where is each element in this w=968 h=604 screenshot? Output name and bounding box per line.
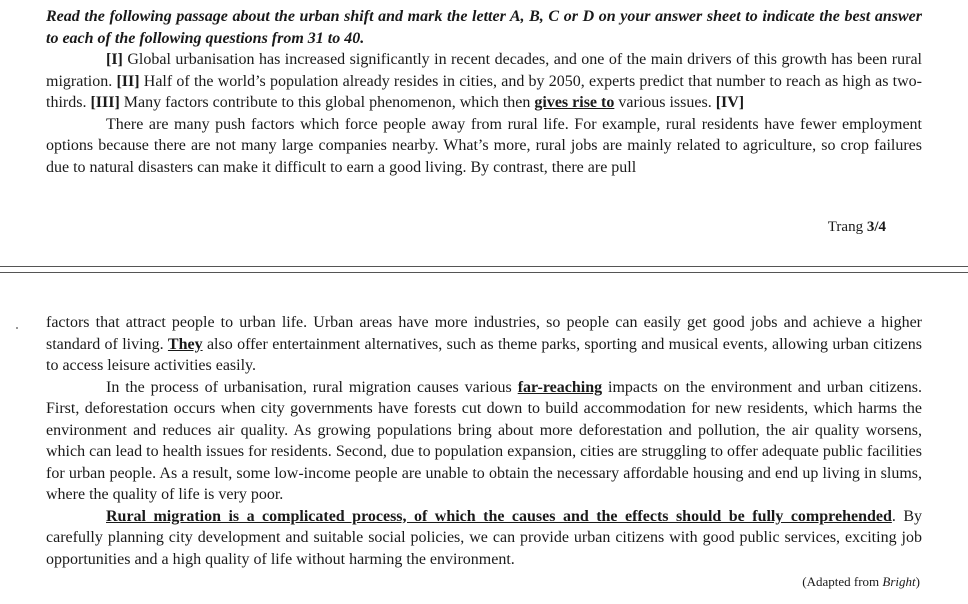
para4-text-1: . By carefully planning city development and suitable social policies, we can provide urban citizens with good public services, exciting job opportunities and a high quality of life without harming the environment. xyxy=(46,507,923,568)
para1-text-3: Many factors contribute to this global phenomenon, which then xyxy=(119,94,535,111)
scan-speck xyxy=(16,327,18,329)
para3-text-2: impacts on the environment and urban citizens. First, deforestation occurs when city governments have forests cut down to build accommodation for new residents, which harms the environment and reduces air quality. As growing populations bring about more deforestation and pollution, the air quality worsens, which can lead to health issues for residents. Second, due to population expansion, cities are struggling to offer adequate public facilities for urban people. As a result, some low-income people are unable to obtain the necessary affordable housing and end up living in slums, where the quality of life is very poor. xyxy=(46,378,923,503)
marker-iii: [III] xyxy=(90,94,120,111)
marker-iv: [IV] xyxy=(715,94,745,111)
paragraph-2-start: There are many push factors which force people away from rural life. For example, rural residents have fewer employment options because there are not many large companies nearby. What’s more, rural jobs are mainly related to agriculture, so crop failures due to natural disasters can make it difficult to earn a good living. By contrast, there are pull xyxy=(46,115,922,176)
underlined-far-reaching: far-reaching xyxy=(517,378,603,396)
page-divider-top xyxy=(0,266,968,267)
para1-text-4: various issues. xyxy=(614,94,716,111)
underlined-they: They xyxy=(167,335,203,353)
para1-text-1: Global urbanisation has increased significantly in recent decades, and one of the main drivers of this growth has been rural migration. xyxy=(46,51,922,90)
instructions: Read the following passage about the urban shift and mark the letter A, B, C or D on your answer sheet to indicate the best answer to each of the following questions from 31 to 40. xyxy=(46,8,922,47)
page-divider-bottom xyxy=(0,272,968,273)
paragraph-2-end xyxy=(46,312,922,377)
page-label: Trang xyxy=(827,219,867,235)
marker-i: [I] xyxy=(106,51,123,68)
paragraph-3 xyxy=(46,377,922,506)
underlined-gives-rise-to: gives rise to xyxy=(534,94,615,111)
paragraph-4 xyxy=(46,506,922,571)
para2-text-2: also offer entertainment alternatives, such as theme parks, sporting and musical events, allowing urban citizens to access leisure activities easily. xyxy=(46,335,922,374)
para2-text-1: factors that attract people to urban life. Urban areas have more industries, so people can easily get good jobs and achieve a higher standard of living. xyxy=(46,314,922,353)
source-suffix: ) xyxy=(915,574,920,589)
page-4 xyxy=(0,278,968,604)
para3-text-1: In the process of urbanisation, rural migration causes various xyxy=(106,378,518,396)
page-3-text xyxy=(46,6,922,178)
marker-ii: [II] xyxy=(116,72,140,90)
para1-text-2: Half of the world’s population already resides in cities, and by 2050, experts predict that number to reach as high as two-thirds. xyxy=(46,72,922,111)
underlined-conclusion-sentence: Rural migration is a complicated process, of which the causes and the effects should be fully comprehended xyxy=(106,507,892,525)
page-4-text xyxy=(46,312,922,593)
page-value: 3/4 xyxy=(866,219,886,235)
source-prefix: (Adapted from xyxy=(802,574,883,589)
source-name: Bright xyxy=(882,574,916,589)
page-number xyxy=(828,219,886,236)
paragraph-1 xyxy=(46,49,922,114)
page-3 xyxy=(0,0,968,258)
source-citation xyxy=(46,571,922,593)
